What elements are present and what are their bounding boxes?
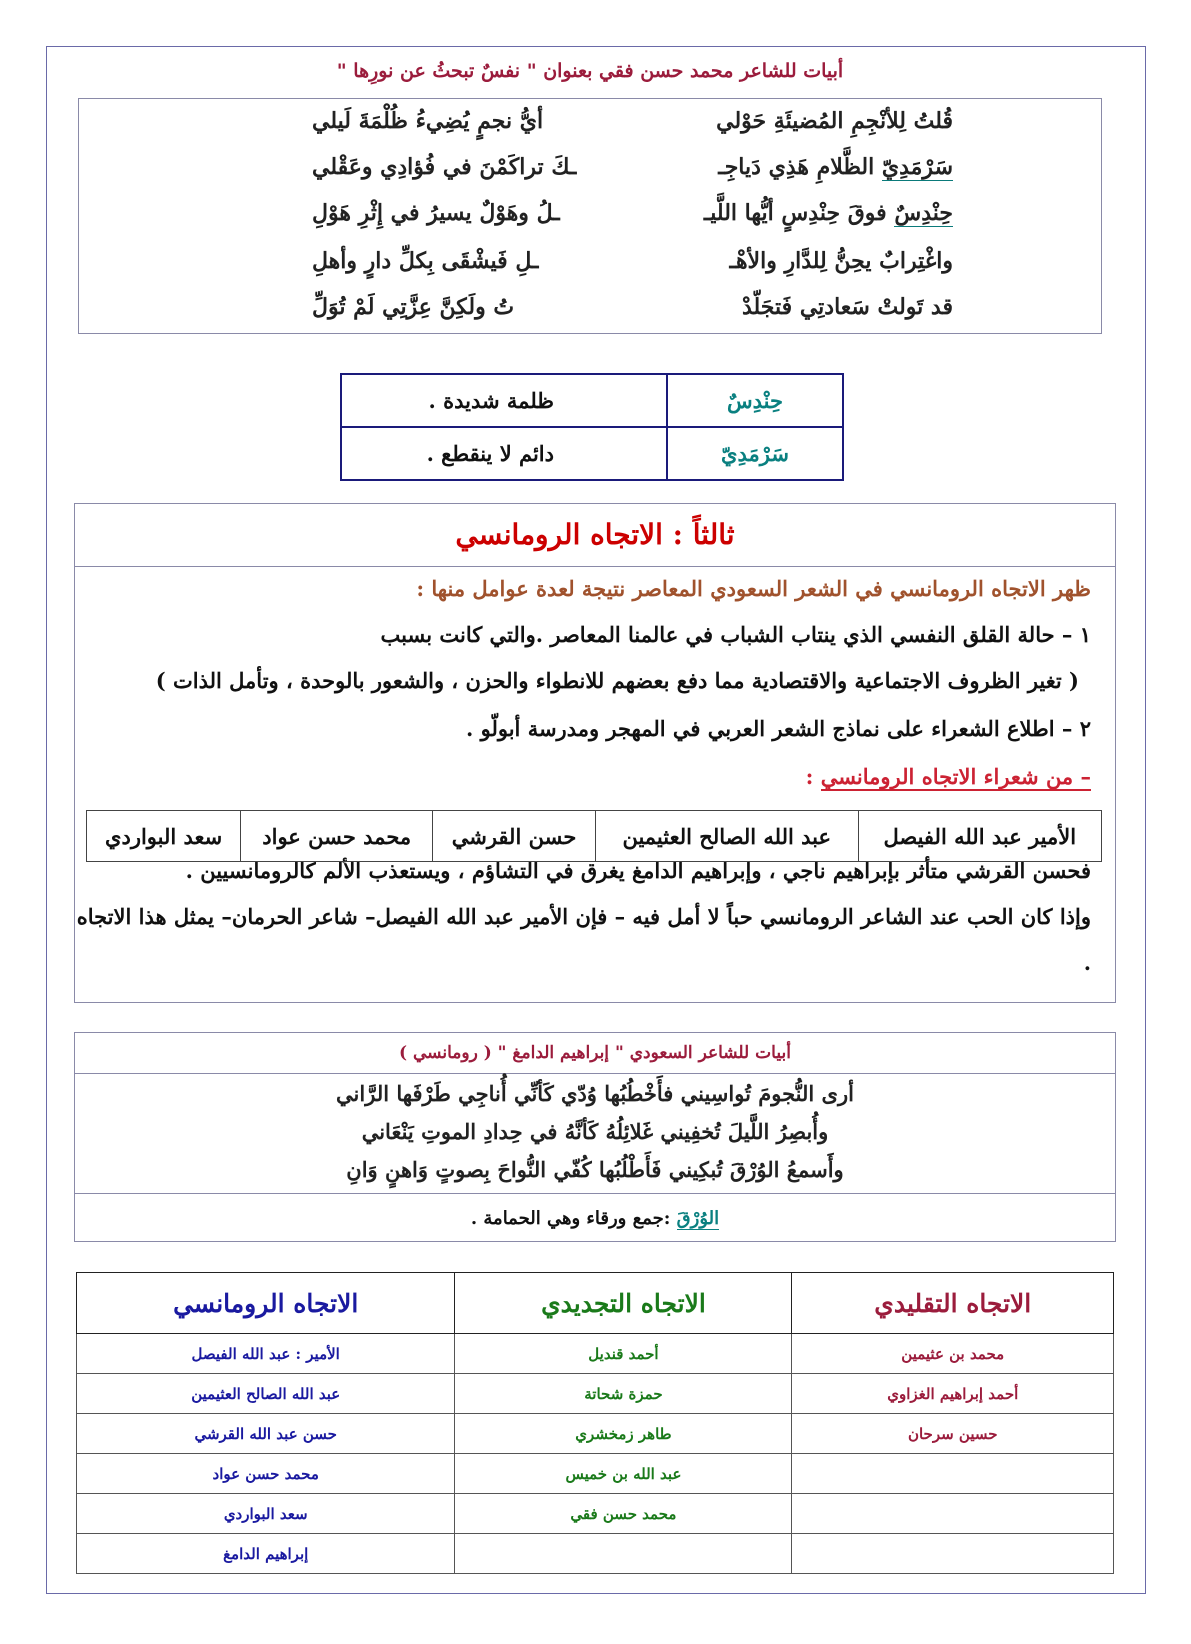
poem2-line: وأُبصِرُ اللَّيلَ تُخفِيني غَلائِلُهُ كَأنَّهُ في حِدادِ الموتِ يَنْعَاني bbox=[361, 1119, 829, 1144]
header-renewal: الاتجاه التجديدي bbox=[455, 1273, 792, 1334]
vocab-definition: ظلمة شديدة . bbox=[341, 374, 667, 427]
section-heading: ثالثاً : الاتجاه الرومانسي bbox=[75, 504, 1115, 567]
renewal-cell: عبد الله بن خميس bbox=[455, 1454, 792, 1494]
traditional-cell bbox=[792, 1534, 1114, 1574]
trends-header-row bbox=[77, 1273, 1114, 1334]
table-row bbox=[77, 1454, 1114, 1494]
poet-cell: عبد الله الصالح العثيمين bbox=[596, 811, 858, 862]
romantic-cell: محمد حسن عواد bbox=[77, 1454, 455, 1494]
factor-1: ١ – حالة القلق النفسي الذي ينتاب الشباب في عالمنا المعاصر .والتي كانت بسبب bbox=[380, 622, 1091, 647]
poets-label-colon: : bbox=[805, 764, 821, 789]
poem1-line-right bbox=[718, 154, 953, 180]
poem2-note bbox=[75, 1193, 1115, 1244]
poem1-line-right-rest: فوقَ حِنْدِسٍ أيُّها اللَّيـ bbox=[703, 200, 895, 226]
section-romantic bbox=[74, 503, 1116, 1003]
vocab-term: سَرْمَدِيّ bbox=[667, 427, 843, 480]
poem1-line bbox=[80, 248, 1098, 292]
vocab-term: حِنْدِسٌ bbox=[667, 374, 843, 427]
poets-row bbox=[87, 811, 1102, 862]
romantic-cell: حسن عبد الله القرشي bbox=[77, 1414, 455, 1454]
poem1-line-left: أيُّ نجمٍ يُضِيءُ ظُلْمَةَ لَيلي bbox=[312, 108, 544, 134]
factor-1-detail: ( تغير الظروف الاجتماعية والاقتصادية مما دفع بعضهم للانطواء والحزن ، والشعور بالوحدة ، وتأمل الذات ) bbox=[155, 668, 1079, 693]
romantic-cell: عبد الله الصالح العثيمين bbox=[77, 1374, 455, 1414]
underlined-term: حِنْدِسٌ bbox=[894, 200, 953, 226]
poem1-title: أبيات للشاعر محمد حسن فقي بعنوان " نفسٌ تبحثُ عن نورِها " bbox=[336, 60, 844, 82]
renewal-cell: محمد حسن فقي bbox=[455, 1494, 792, 1534]
poem1-line-left: ـلُ وهَوْلٌ يسيرُ في إِثْرِ هَوْلِ bbox=[312, 200, 560, 226]
poem1-line bbox=[80, 200, 1098, 244]
poet-cell: حسن القرشي bbox=[433, 811, 596, 862]
romantic-cell: إبراهيم الدامغ bbox=[77, 1534, 455, 1574]
note-term: الوُرْقَ bbox=[676, 1208, 720, 1229]
table-row bbox=[77, 1534, 1114, 1574]
header-romantic: الاتجاه الرومانسي bbox=[77, 1273, 455, 1334]
poem1-line-left: ـكَ تراكَمْنَ في فُؤادِي وعَقْلي bbox=[312, 154, 577, 180]
romantic-cell: الأمير : عبد الله الفيصل bbox=[77, 1334, 455, 1374]
traditional-cell: محمد بن عثيمين bbox=[792, 1334, 1114, 1374]
poem2-line: وأَسمعُ الوُرْقَ تُبكِيني فَأَطْلُبُها كُفّي النُّواحَ بِصوتٍ وَاهنٍ وَانِ bbox=[346, 1157, 844, 1182]
poem1-line bbox=[80, 294, 1098, 338]
paragraph-2: وإذا كان الحب عند الشاعر الرومانسي حباً لا أمل فيه – فإن الأمير عبد الله الفيصل– شاعر الحرمان– يمثل هذا الاتجاه bbox=[76, 904, 1091, 929]
poet-cell: سعد البواردي bbox=[87, 811, 241, 862]
poets-label-text: – من شعراء الاتجاه الرومانسي bbox=[820, 764, 1091, 789]
poem2-title: أبيات للشاعر السعودي " إبراهيم الدامغ " ( رومانسي ) bbox=[75, 1033, 1115, 1074]
poem2-box bbox=[74, 1032, 1116, 1242]
poem1-line-right: قد تَولتْ سَعادتِي فَتجَلّدْ bbox=[741, 294, 953, 320]
traditional-cell: حسين سرحان bbox=[792, 1414, 1114, 1454]
romantic-cell: سعد البواردي bbox=[77, 1494, 455, 1534]
factor-2: ٢ – اطلاع الشعراء على نماذج الشعر العربي في المهجر ومدرسة أبولّو . bbox=[465, 716, 1091, 741]
vocab-definition: دائم لا ينقطع . bbox=[341, 427, 667, 480]
table-row bbox=[77, 1334, 1114, 1374]
poem1-line-right: واغْتِرابٌ يحِنُّ لِلدَّارِ والأهْـ bbox=[729, 248, 953, 274]
poets-table bbox=[86, 810, 1102, 862]
poem2-line: أرى النُّجومَ تُواسِيني فأَخْطُبُها وُدّي كَأنِّي أُناجِي طَرْفَها الرَّاني bbox=[336, 1081, 854, 1106]
renewal-cell: طاهر زمخشري bbox=[455, 1414, 792, 1454]
poets-label bbox=[806, 764, 1091, 789]
table-row bbox=[77, 1494, 1114, 1534]
section-intro: ظهر الاتجاه الرومانسي في الشعر السعودي المعاصر نتيجة لعدة عوامل منها : bbox=[416, 576, 1091, 601]
poem1-line-right bbox=[704, 200, 953, 226]
poet-cell: الأمير عبد الله الفيصل bbox=[858, 811, 1102, 862]
renewal-cell: أحمد قنديل bbox=[455, 1334, 792, 1374]
paragraph-2-end: . bbox=[1083, 950, 1091, 975]
poem1-line-left: تُ ولَكِنَّ عِزَّتِي لَمْ تُوَلِّ bbox=[312, 294, 515, 320]
renewal-cell: حمزة شحاتة bbox=[455, 1374, 792, 1414]
note-text: :جمع ورقاء وهي الحمامة . bbox=[470, 1208, 677, 1229]
vocab-table bbox=[340, 373, 844, 481]
poem1-line bbox=[80, 154, 1098, 198]
vocab-row bbox=[341, 427, 843, 480]
poem1-line bbox=[80, 108, 1098, 152]
renewal-cell bbox=[455, 1534, 792, 1574]
poem1-line-right-rest: الظَّلامِ هَذِي دَياجِـ bbox=[718, 154, 882, 180]
poet-cell: محمد حسن عواد bbox=[241, 811, 433, 862]
traditional-cell bbox=[792, 1454, 1114, 1494]
table-row bbox=[77, 1374, 1114, 1414]
poem1-line-left: ـلِ فَيشْقَى بِكلِّ دارٍ وأهلِ bbox=[312, 248, 539, 274]
vocab-row bbox=[341, 374, 843, 427]
traditional-cell: أحمد إبراهيم الغزاوي bbox=[792, 1374, 1114, 1414]
paragraph-1: فحسن القرشي متأثر بإبراهيم ناجي ، وإبراهيم الدامغ يغرق في التشاؤم ، ويستعذب الألم كالرومانسيين . bbox=[185, 858, 1091, 883]
header-traditional: الاتجاه التقليدي bbox=[792, 1273, 1114, 1334]
underlined-term: سَرْمَدِيّ bbox=[881, 154, 953, 180]
table-row bbox=[77, 1414, 1114, 1454]
traditional-cell bbox=[792, 1494, 1114, 1534]
poem1-line-right: قُلتُ لِلأنْجِمِ المُضيئَةِ حَوْلي bbox=[716, 108, 953, 134]
trends-table bbox=[76, 1272, 1114, 1574]
